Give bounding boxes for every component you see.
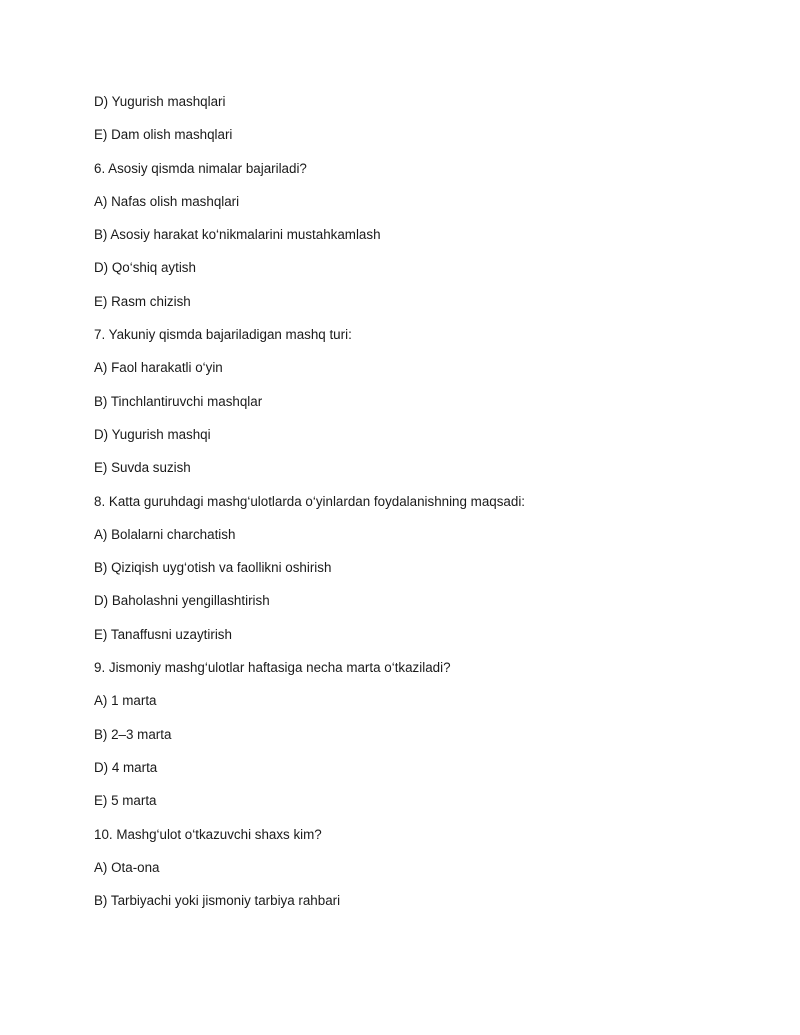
answer-option: A) 1 marta [94, 693, 157, 709]
answer-option: A) Bolalarni charchatish [94, 526, 236, 542]
answer-option: B) 2–3 marta [94, 726, 172, 742]
answer-option: D) Qo‘shiq aytish [94, 260, 196, 276]
answer-option: A) Faol harakatli o‘yin [94, 360, 223, 376]
answer-option: E) 5 marta [94, 793, 157, 809]
quiz-text [94, 92, 734, 924]
answer-option: D) Yugurish mashqi [94, 426, 211, 442]
answer-option: E) Dam olish mashqlari [94, 127, 233, 143]
answer-option: B) Asosiy harakat ko‘nikmalarini mustahkamlash [94, 227, 381, 243]
answer-option: B) Tarbiyachi yoki jismoniy tarbiya rahbari [94, 893, 341, 909]
answer-option: D) Baholashni yengillashtirish [94, 593, 270, 609]
question-text: 6. Asosiy qismda nimalar bajariladi? [94, 160, 307, 176]
answer-option: E) Rasm chizish [94, 293, 191, 309]
answer-option: A) Nafas olish mashqlari [94, 193, 240, 209]
question-text: 7. Yakuniy qismda bajariladigan mashq turi: [94, 327, 352, 343]
answer-option: B) Tinchlantiruvchi mashqlar [94, 393, 263, 409]
answer-option: B) Qiziqish uyg‘otish va faollikni oshirish [94, 560, 332, 576]
question-text: 9. Jismoniy mashg‘ulotlar haftasiga necha marta o‘tkaziladi? [94, 660, 451, 676]
answer-option: A) Ota-ona [94, 859, 160, 875]
answer-option: D) 4 marta [94, 759, 158, 775]
question-text: 10. Mashg‘ulot o‘tkazuvchi shaxs kim? [94, 826, 322, 842]
question-text: 8. Katta guruhdagi mashg‘ulotlarda o‘yinlardan foydalanishning maqsadi: [94, 493, 526, 509]
answer-option: E) Tanaffusni uzaytirish [94, 626, 232, 642]
answer-option: E) Suvda suzish [94, 460, 191, 476]
answer-option: D) Yugurish mashqlari [94, 94, 226, 109]
